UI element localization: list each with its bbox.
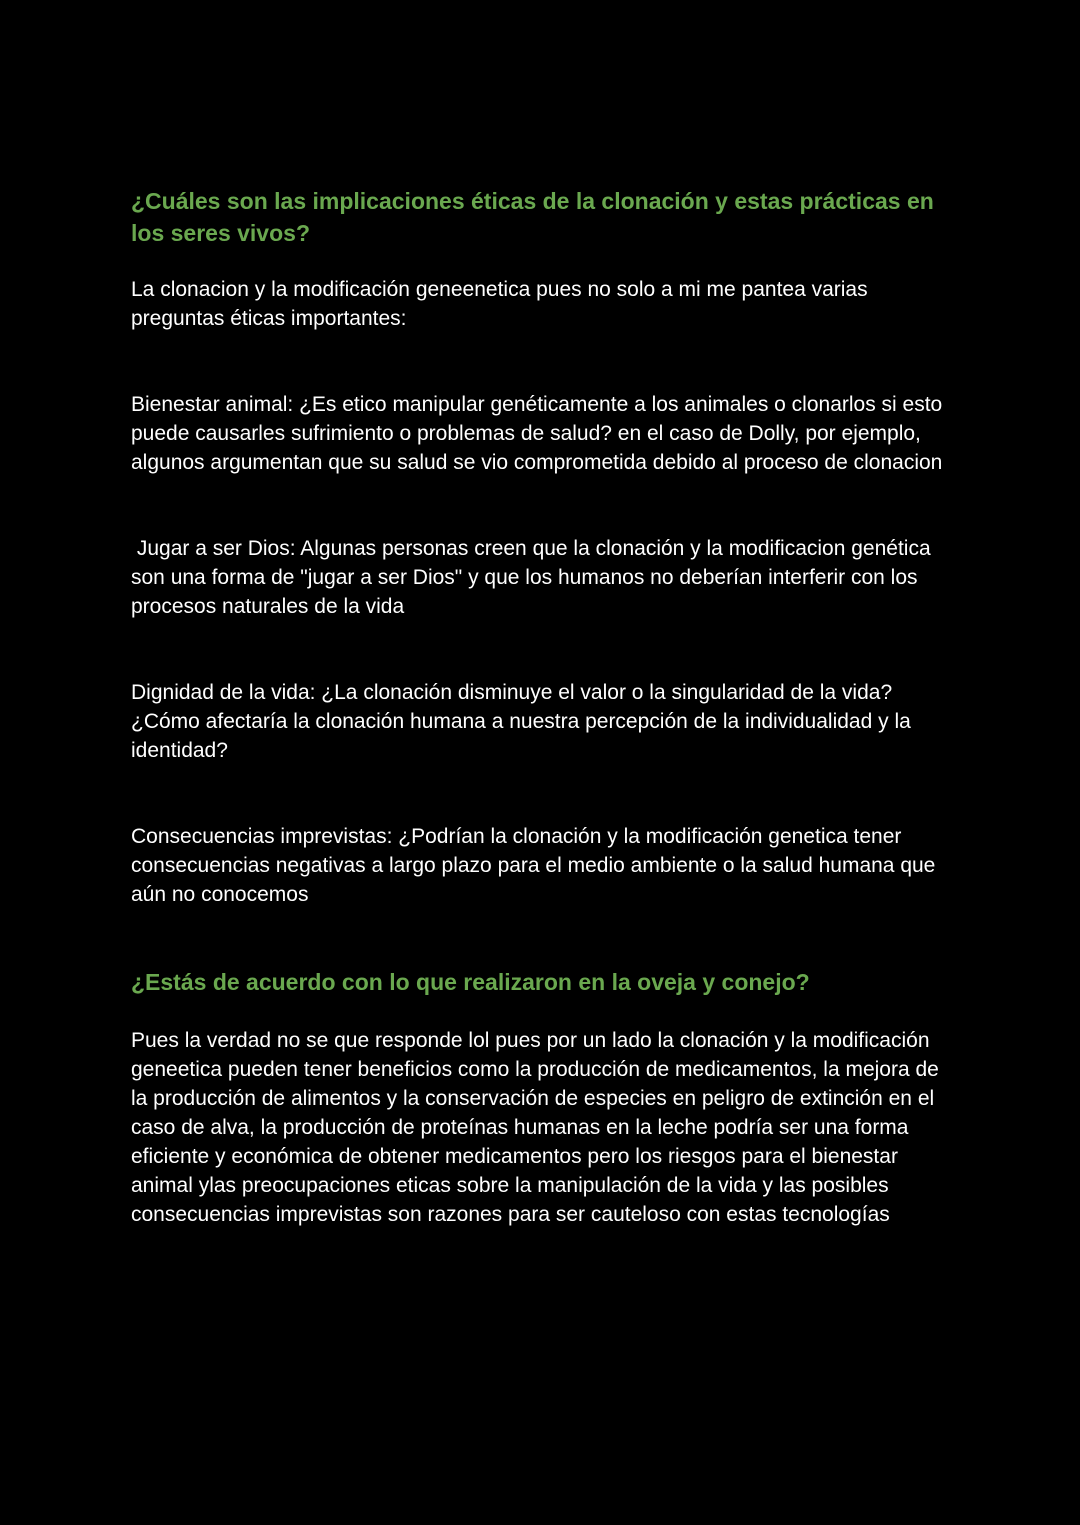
heading-ethical-implications: ¿Cuáles son las implicaciones éticas de la clonación y estas prácticas en los seres vivos? xyxy=(131,188,934,246)
paragraph-answer: Pues la verdad no se que responde lol pues por un lado la clonación y la modificación geneetica pueden tener beneficios como la producción de medicamentos, la mejora de la producción de alimentos y la conservación de especies en peligro de extinción en el caso de alva, la producción de proteínas humanas en la leche podría ser una forma eficiente y económica de obtener medicamentos pero los riesgos para el bienestar animal ylas preocupaciones eticas sobre la manipulación de la vida y las posibles consecuencias imprevistas son razones para ser cauteloso con estas tecnologías xyxy=(131,1029,939,1226)
paragraph-animal-welfare: Bienestar animal: ¿Es etico manipular genéticamente a los animales o clonarlos si esto puede causarles sufrimiento o problemas de salud? en el caso de Dolly, por ejemplo, algunos argumentan que su salud se vio comprometida debido al proceso de clonacion xyxy=(131,393,943,474)
heading-agreement-question: ¿Estás de acuerdo con lo que realizaron en la oveja y conejo? xyxy=(131,969,810,995)
paragraph-playing-god: Jugar a ser Dios: Algunas personas creen que la clonación y la modificacion genética son una forma de "jugar a ser Dios" y que los humanos no deberían interferir con los procesos naturales de la vida xyxy=(131,537,937,618)
document-body xyxy=(131,185,946,1229)
paragraph-intro: La clonacion y la modificación geneenetica pues no solo a mi me pantea varias preguntas éticas importantes: xyxy=(131,278,868,330)
paragraph-unforeseen-consequences: Consecuencias imprevistas: ¿Podrían la clonación y la modificación genetica tener consecuencias negativas a largo plazo para el medio ambiente o la salud humana que aún no conocemos xyxy=(131,825,936,906)
paragraph-dignity-of-life: Dignidad de la vida: ¿La clonación disminuye el valor o la singularidad de la vida? ¿Cómo afectaría la clonación humana a nuestra percepción de la individualidad y la identidad? xyxy=(131,681,911,762)
